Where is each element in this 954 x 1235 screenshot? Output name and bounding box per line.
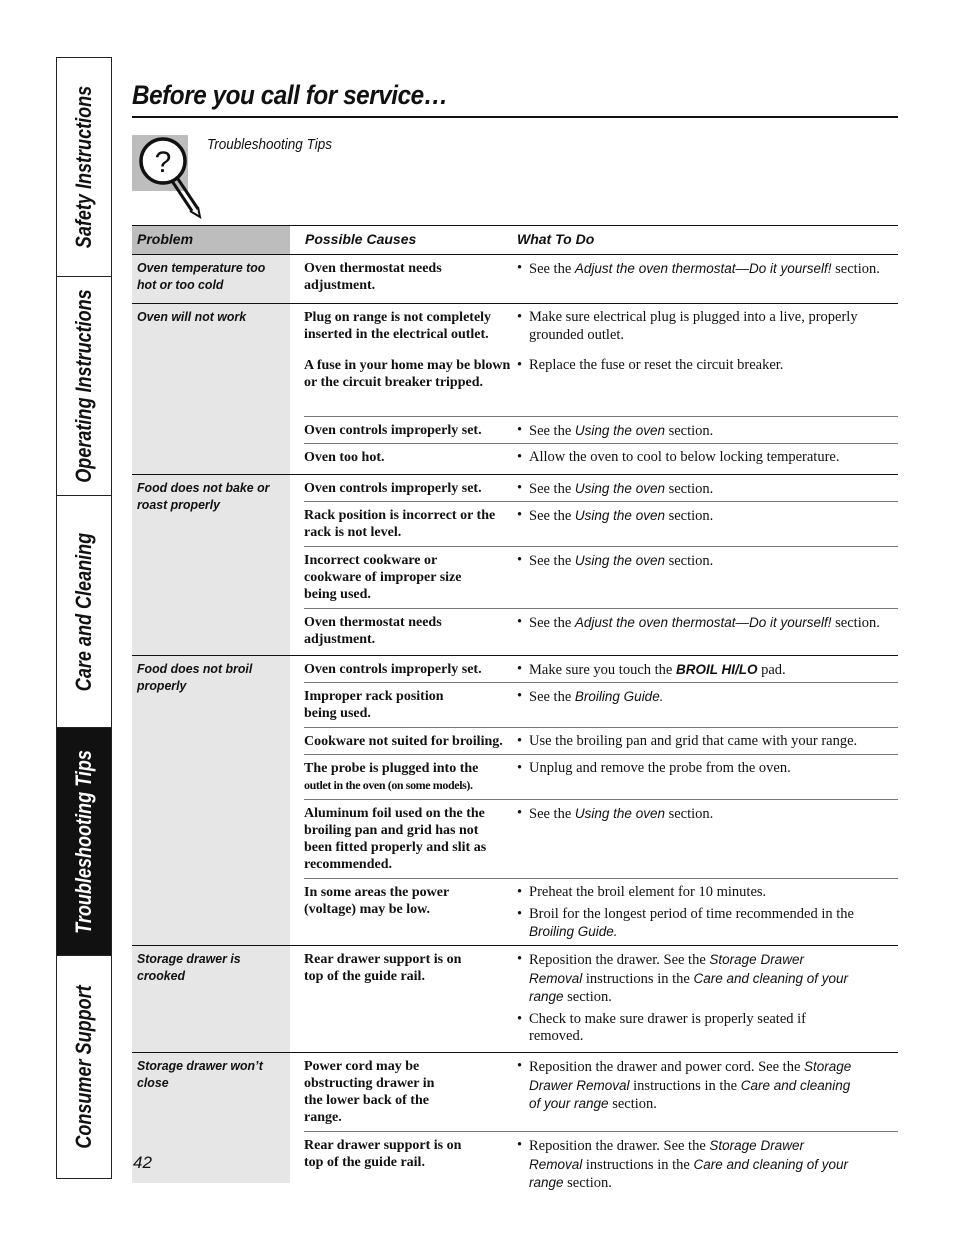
tab-consumer-support[interactable] xyxy=(57,956,111,1178)
cause-text: A fuse in your home may be blown or the circuit breaker tripped. xyxy=(304,358,511,390)
cause-text: Cookware not suited for broiling. xyxy=(304,734,503,749)
cause-text: Rear drawer support is on top of the guide rail. xyxy=(304,1138,462,1170)
cause-text: Oven controls improperly set. xyxy=(304,662,482,677)
question-mark-icon xyxy=(132,135,212,220)
problem-label: Storage drawer is crooked xyxy=(137,951,241,983)
todo-text: • Reposition the drawer. See the Storage Drawer Removal instructions in the Care and cleaning of your range section. xyxy=(517,1137,857,1193)
cause-text: Oven thermostat needs adjustment. xyxy=(304,261,442,293)
problem-group xyxy=(132,656,898,946)
table-header xyxy=(132,225,898,255)
column-problem: Problem xyxy=(137,231,194,247)
todo-text: • Make sure you touch the BROIL HI/LO pad. xyxy=(517,661,897,680)
tab-safety-instructions[interactable] xyxy=(57,58,111,277)
tab-label: Safety Instructions xyxy=(71,85,96,249)
table-row xyxy=(304,546,898,608)
problem-label: Oven will not work xyxy=(137,309,247,324)
cause-text: Oven thermostat needs adjustment. xyxy=(304,615,442,647)
table-row xyxy=(304,1131,898,1191)
tab-label: Operating Instructions xyxy=(71,289,96,483)
cause-text: Oven controls improperly set. xyxy=(304,481,482,496)
todo-text: • Unplug and remove the probe from the oven. xyxy=(517,760,897,778)
todo-text: • See the Using the oven section. xyxy=(517,422,897,441)
todo-text: • See the Broiling Guide. xyxy=(517,688,897,707)
tab-operating-instructions[interactable] xyxy=(57,277,111,496)
table-row xyxy=(304,682,898,727)
table-row xyxy=(304,416,898,443)
todo-text: • See the Using the oven section. xyxy=(517,507,897,526)
todo-text: • Check to make sure drawer is properly seated if removed. xyxy=(517,1011,849,1046)
tab-care-and-cleaning[interactable] xyxy=(57,496,111,728)
tab-troubleshooting-tips[interactable] xyxy=(57,728,111,956)
section-subtitle: Troubleshooting Tips xyxy=(207,136,332,153)
todo-text: • See the Adjust the oven thermostat—Do it yourself! section. xyxy=(517,260,897,279)
table-row xyxy=(304,608,898,657)
todo-text: • See the Using the oven section. xyxy=(517,805,897,824)
todo-text: • Use the broiling pan and grid that came with your range. xyxy=(517,733,897,751)
tab-label: Troubleshooting Tips xyxy=(71,749,96,934)
cause-text: Rear drawer support is on top of the guide rail. xyxy=(304,952,462,984)
problem-label: Oven temperature too hot or too cold xyxy=(137,260,266,292)
cause-text: In some areas the power (voltage) may be low. xyxy=(304,885,449,917)
table-row xyxy=(304,501,898,546)
page-title: Before you call for service… xyxy=(132,80,448,110)
problem-group xyxy=(132,304,898,475)
cause-text: Plug on range is not completely inserted in the electrical outlet. xyxy=(304,310,492,342)
problem-group xyxy=(132,946,898,1053)
problem-label: Food does not bake or roast properly xyxy=(137,480,270,512)
column-causes: Possible Causes xyxy=(305,231,417,247)
problem-group xyxy=(132,475,898,656)
column-todo: What To Do xyxy=(517,231,595,247)
tab-label: Care and Cleaning xyxy=(71,532,96,691)
todo-text: • Reposition the drawer. See the Storage Drawer Removal instructions in the Care and cleaning of your range section. xyxy=(517,951,857,1007)
cause-text: Oven controls improperly set. xyxy=(304,423,482,438)
todo-text: • Make sure electrical plug is plugged into a live, properly grounded outlet. xyxy=(517,309,897,344)
cause-text: Improper rack position being used. xyxy=(304,689,444,721)
table-row xyxy=(304,304,898,352)
todo-text: • Reposition the drawer and power cord. See the Storage Drawer Removal instructions in the Care and cleaning of your range section. xyxy=(517,1058,862,1114)
table-row xyxy=(304,754,898,799)
problem-group xyxy=(132,1053,898,1191)
svg-text:?: ? xyxy=(154,146,172,179)
table-row xyxy=(304,727,898,754)
table-row xyxy=(304,443,898,474)
cause-text: Power cord may be obstructing drawer in the lower back of the range. xyxy=(304,1059,435,1125)
table-row xyxy=(304,656,898,682)
table-row xyxy=(304,475,898,501)
cause-text: The probe is plugged into the xyxy=(304,761,479,776)
todo-text: • Replace the fuse or reset the circuit breaker. xyxy=(517,357,897,375)
problem-label: Food does not broil properly xyxy=(137,661,253,693)
table-row xyxy=(304,946,898,1052)
problem-group xyxy=(132,255,898,304)
side-tabs xyxy=(56,57,112,1179)
cause-text: Aluminum foil used on the the broiling pan and grid has not been fitted properly and slit as recommended. xyxy=(304,806,487,872)
cause-text-small: outlet in the oven (on some models). xyxy=(304,778,473,792)
table-row xyxy=(304,255,898,303)
table-row xyxy=(304,352,898,416)
todo-text: • Preheat the broil element for 10 minutes. xyxy=(517,884,897,902)
todo-text: • See the Using the oven section. xyxy=(517,480,897,499)
tab-label: Consumer Support xyxy=(71,985,96,1149)
table-row xyxy=(304,799,898,878)
cause-text: Incorrect cookware or cookware of improper size being used. xyxy=(304,553,462,602)
todo-text: • See the Adjust the oven thermostat—Do it yourself! section. xyxy=(517,614,897,633)
table-row xyxy=(304,878,898,949)
table-row xyxy=(304,1053,898,1131)
troubleshooting-table xyxy=(132,225,898,1191)
title-rule xyxy=(132,116,898,118)
problem-label: Storage drawer won’t close xyxy=(137,1058,263,1090)
cause-text: Rack position is incorrect or the rack is not level. xyxy=(304,508,496,540)
todo-text: • Broil for the longest period of time recommended in the Broiling Guide. xyxy=(517,906,879,942)
todo-text: • Allow the oven to cool to below locking temperature. xyxy=(517,449,897,467)
todo-text: • See the Using the oven section. xyxy=(517,552,897,571)
page-number: 42 xyxy=(133,1153,152,1172)
cause-text: Oven too hot. xyxy=(304,450,385,465)
